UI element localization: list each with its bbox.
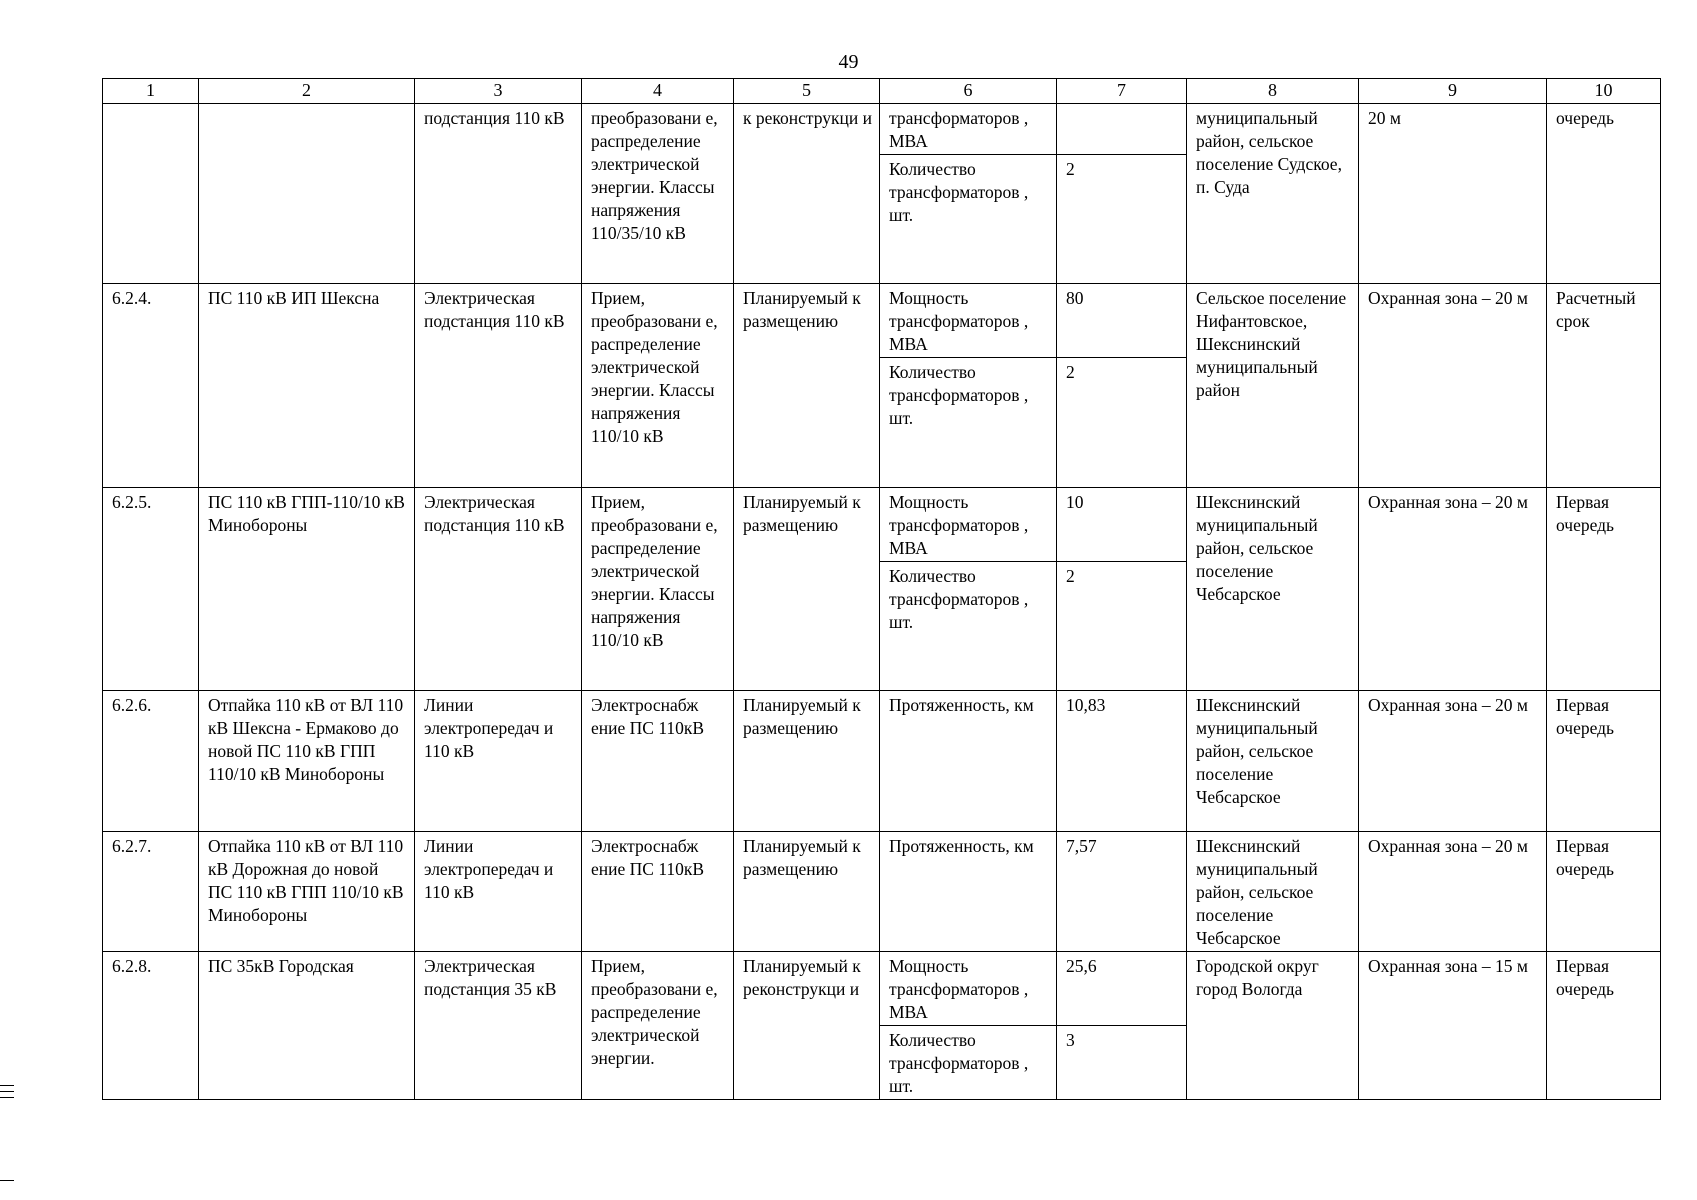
table-row bbox=[103, 832, 1661, 952]
parameter-name: Мощность трансформаторов , МВА bbox=[880, 284, 1057, 358]
parameter-value: 2 bbox=[1057, 155, 1187, 284]
parameter-name: Протяженность, км bbox=[880, 691, 1057, 832]
object-name: ПС 110 кВ ИП Шексна bbox=[199, 284, 415, 488]
parameter-name: Протяженность, км bbox=[880, 832, 1057, 952]
table-row bbox=[103, 284, 1661, 358]
table-row bbox=[103, 952, 1661, 1026]
row-number: 6.2.8. bbox=[103, 952, 199, 1100]
object-purpose: Прием, преобразовани е, распределение электрической энергии. Классы напряжения 110/10 кВ bbox=[582, 488, 734, 691]
parameter-value: 7,57 bbox=[1057, 832, 1187, 952]
object-status: Планируемый к размещению bbox=[734, 691, 880, 832]
object-name: Отпайка 110 кВ от ВЛ 110 кВ Дорожная до новой ПС 110 кВ ГПП 110/10 кВ Минобороны bbox=[199, 832, 415, 952]
object-status: Планируемый к размещению bbox=[734, 488, 880, 691]
object-name: ПС 35кВ Городская bbox=[199, 952, 415, 1100]
implementation-stage: Первая очередь bbox=[1547, 488, 1661, 691]
implementation-stage: очередь bbox=[1547, 104, 1661, 284]
column-header: 2 bbox=[199, 79, 415, 104]
table-row bbox=[103, 691, 1661, 832]
margin-mark bbox=[0, 1097, 14, 1098]
parameter-value: 2 bbox=[1057, 562, 1187, 691]
column-header: 3 bbox=[415, 79, 582, 104]
object-purpose: Электроснабж ение ПС 110кВ bbox=[582, 832, 734, 952]
parameter-value: 80 bbox=[1057, 284, 1187, 358]
parameter-name: трансформаторов , МВА bbox=[880, 104, 1057, 155]
object-name bbox=[199, 104, 415, 284]
object-status: Планируемый к размещению bbox=[734, 284, 880, 488]
parameter-value: 25,6 bbox=[1057, 952, 1187, 1026]
column-header: 8 bbox=[1187, 79, 1359, 104]
margin-mark bbox=[0, 1085, 14, 1086]
object-name: Отпайка 110 кВ от ВЛ 110 кВ Шексна - Ермаково до новой ПС 110 кВ ГПП 110/10 кВ Минобороны bbox=[199, 691, 415, 832]
protection-zone: Охранная зона – 20 м bbox=[1359, 832, 1547, 952]
object-status: Планируемый к реконструкци и bbox=[734, 952, 880, 1100]
object-location: Шекснинский муниципальный район, сельское поселение Чебсарское bbox=[1187, 488, 1359, 691]
column-header: 1 bbox=[103, 79, 199, 104]
implementation-stage: Первая очередь bbox=[1547, 691, 1661, 832]
object-type: подстанция 110 кВ bbox=[415, 104, 582, 284]
object-location: Шекснинский муниципальный район, сельское поселение Чебсарское bbox=[1187, 832, 1359, 952]
margin-mark bbox=[0, 1091, 14, 1092]
object-purpose: Прием, преобразовани е, распределение электрической энергии. bbox=[582, 952, 734, 1100]
implementation-stage: Расчетный срок bbox=[1547, 284, 1661, 488]
object-type: Электрическая подстанция 110 кВ bbox=[415, 488, 582, 691]
protection-zone: Охранная зона – 15 м bbox=[1359, 952, 1547, 1100]
parameter-name: Количество трансформаторов , шт. bbox=[880, 1026, 1057, 1100]
header-row bbox=[103, 79, 1661, 104]
object-location: Сельское поселение Нифантовское, Шекснинский муниципальный район bbox=[1187, 284, 1359, 488]
parameter-name: Количество трансформаторов , шт. bbox=[880, 358, 1057, 488]
parameter-name: Мощность трансформаторов , МВА bbox=[880, 488, 1057, 562]
parameter-name: Мощность трансформаторов , МВА bbox=[880, 952, 1057, 1026]
row-number: 6.2.7. bbox=[103, 832, 199, 952]
implementation-stage: Первая очередь bbox=[1547, 832, 1661, 952]
object-name: ПС 110 кВ ГПП-110/10 кВ Минобороны bbox=[199, 488, 415, 691]
table-row bbox=[103, 104, 1661, 155]
infrastructure-table bbox=[102, 78, 1661, 1100]
protection-zone: 20 м bbox=[1359, 104, 1547, 284]
parameter-value: 10,83 bbox=[1057, 691, 1187, 832]
row-number: 6.2.6. bbox=[103, 691, 199, 832]
object-location: муниципальный район, сельское поселение Судское, п. Суда bbox=[1187, 104, 1359, 284]
object-purpose: преобразовани е, распределение электрической энергии. Классы напряжения 110/35/10 кВ bbox=[582, 104, 734, 284]
parameter-name: Количество трансформаторов , шт. bbox=[880, 562, 1057, 691]
column-header: 4 bbox=[582, 79, 734, 104]
row-number bbox=[103, 104, 199, 284]
object-status: к реконструкци и bbox=[734, 104, 880, 284]
row-number: 6.2.5. bbox=[103, 488, 199, 691]
parameter-value: 3 bbox=[1057, 1026, 1187, 1100]
column-header: 7 bbox=[1057, 79, 1187, 104]
protection-zone: Охранная зона – 20 м bbox=[1359, 284, 1547, 488]
parameter-value: 2 bbox=[1057, 358, 1187, 488]
table-row bbox=[103, 488, 1661, 562]
parameter-value: 10 bbox=[1057, 488, 1187, 562]
parameter-value bbox=[1057, 104, 1187, 155]
object-location: Шекснинский муниципальный район, сельское поселение Чебсарское bbox=[1187, 691, 1359, 832]
object-purpose: Прием, преобразовани е, распределение электрической энергии. Классы напряжения 110/10 кВ bbox=[582, 284, 734, 488]
protection-zone: Охранная зона – 20 м bbox=[1359, 488, 1547, 691]
object-type: Электрическая подстанция 35 кВ bbox=[415, 952, 582, 1100]
column-header: 10 bbox=[1547, 79, 1661, 104]
object-type: Линии электропередач и 110 кВ bbox=[415, 832, 582, 952]
object-location: Городской округ город Вологда bbox=[1187, 952, 1359, 1100]
implementation-stage: Первая очередь bbox=[1547, 952, 1661, 1100]
column-header: 5 bbox=[734, 79, 880, 104]
row-number: 6.2.4. bbox=[103, 284, 199, 488]
object-purpose: Электроснабж ение ПС 110кВ bbox=[582, 691, 734, 832]
object-status: Планируемый к размещению bbox=[734, 832, 880, 952]
parameter-name: Количество трансформаторов , шт. bbox=[880, 155, 1057, 284]
column-header: 9 bbox=[1359, 79, 1547, 104]
object-type: Линии электропередач и 110 кВ bbox=[415, 691, 582, 832]
column-header: 6 bbox=[880, 79, 1057, 104]
page-number: 49 bbox=[838, 51, 859, 73]
object-type: Электрическая подстанция 110 кВ bbox=[415, 284, 582, 488]
margin-mark bbox=[0, 1180, 14, 1181]
protection-zone: Охранная зона – 20 м bbox=[1359, 691, 1547, 832]
